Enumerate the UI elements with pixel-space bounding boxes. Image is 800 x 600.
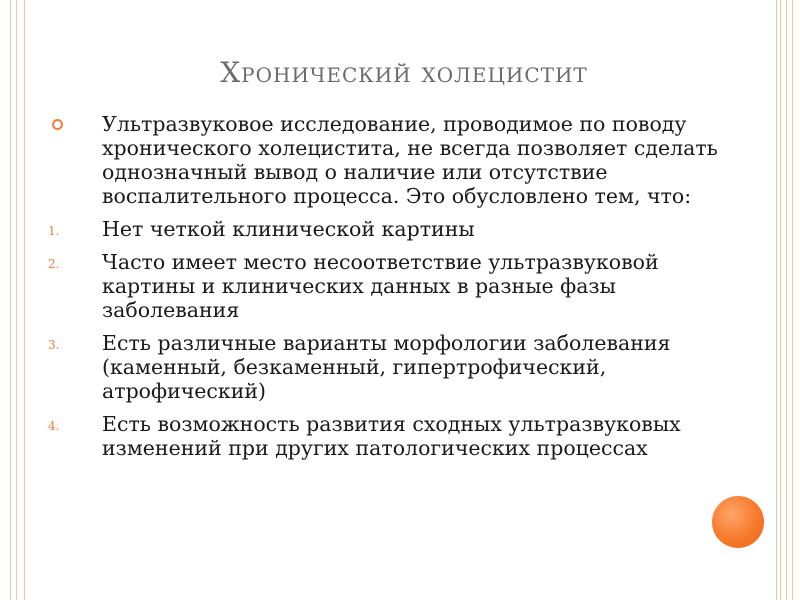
list-number: 3.: [48, 338, 60, 352]
list-number: 2.: [48, 257, 60, 271]
slide-title: Хронический холецистит: [220, 56, 588, 89]
intro-bullet: [44, 112, 724, 208]
list-item-text: Часто имеет место несоответствие ультразвуковой картины и клинических данных в разные фазы заболевания: [102, 250, 659, 322]
frame-line-left-outer: [10, 0, 11, 600]
list-item-text: Нет четкой клинической картины: [102, 217, 475, 241]
list-item: [44, 250, 724, 322]
orange-circle-icon: [712, 496, 764, 548]
list-item-text: Есть возможность развития сходных ультразвуковых изменений при других патологических процессах: [102, 412, 681, 460]
list-item: [44, 217, 724, 241]
frame-line-right-3: [792, 0, 793, 600]
frame-line-left-inner: [16, 0, 17, 600]
list-item-text: Есть различные варианты морфологии заболевания (каменный, безкаменный, гипертрофический, атрофический): [102, 331, 671, 403]
intro-text: Ультразвуковое исследование, проводимое по поводу хронического холецистита, не всегда позволяет сделать однозначный вывод о наличие или отсутствие воспалительного процесса. Это обусловлено тем, что:: [102, 112, 718, 208]
slide-content: [44, 112, 724, 460]
frame-line-right-2: [786, 0, 787, 600]
ring-bullet-icon: [44, 112, 102, 134]
list-item: [44, 412, 724, 460]
list-number: 1.: [48, 224, 60, 238]
list-number: 4.: [48, 419, 60, 433]
frame-line-right-1: [780, 0, 781, 600]
list-item: [44, 331, 724, 403]
